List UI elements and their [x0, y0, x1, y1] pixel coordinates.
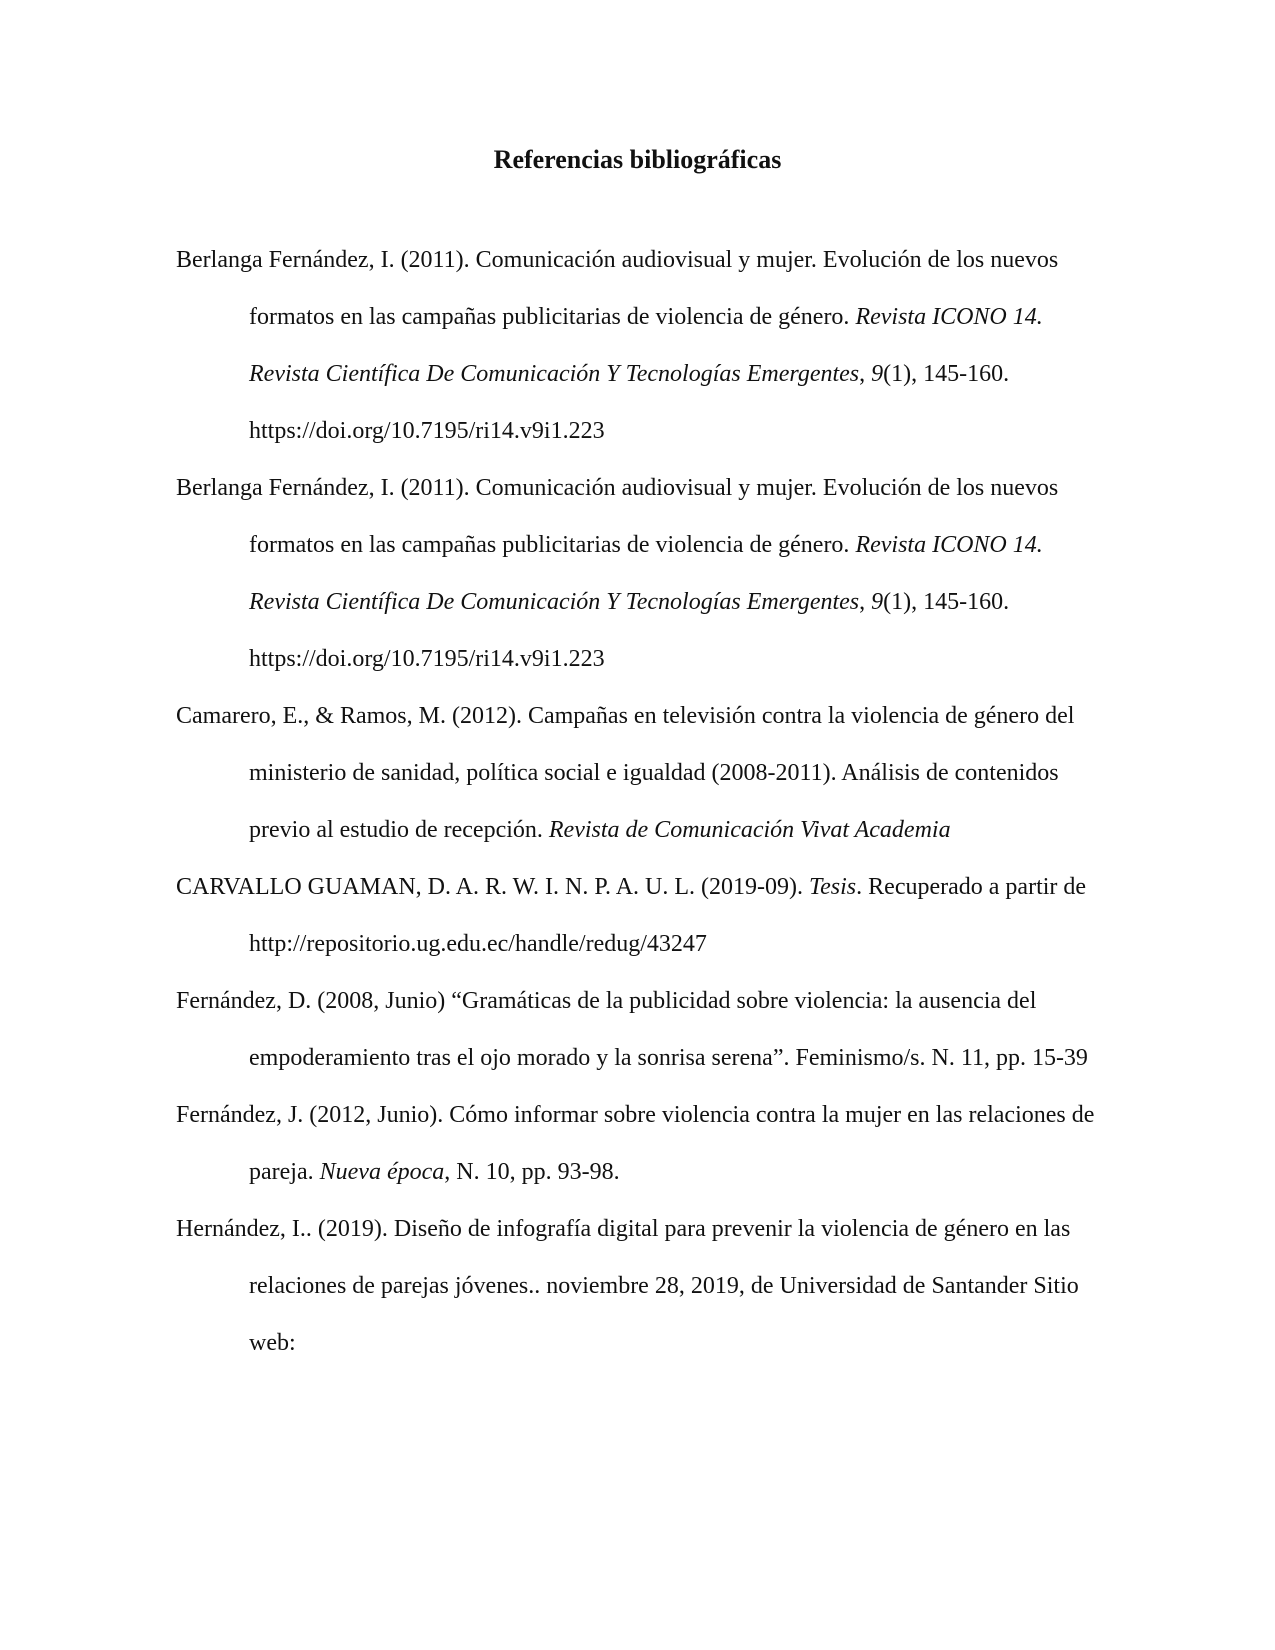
reference-item — [176, 460, 1100, 688]
page-title: Referencias bibliográficas — [493, 145, 782, 174]
reference-item — [176, 973, 1100, 1087]
reference-text: Berlanga Fernández, I. (2011). Comunicación audiovisual y mujer. Evolución de los nuevos formatos en las campañas publicitarias de violencia de género. — [176, 247, 1059, 330]
reference-text: (1), 145-160. https://doi.org/10.7195/ri14.v9i1.223 — [249, 589, 1010, 672]
reference-item — [176, 1201, 1100, 1372]
reference-text: , N. 10, pp. 93-98. — [444, 1159, 620, 1185]
reference-italic-title: Revista de Comunicación Vivat Academia — [548, 817, 951, 843]
reference-text: Fernández, D. (2008, Junio) “Gramáticas de la publicidad sobre violencia: la ausencia del empoderamiento tras el ojo morado y la sonrisa serena”. Feminismo/s. N. 11, pp. 15-39 — [176, 988, 1088, 1071]
reference-item — [176, 859, 1100, 973]
reference-item — [176, 232, 1100, 460]
reference-text: Berlanga Fernández, I. (2011). Comunicación audiovisual y mujer. Evolución de los nuevos formatos en las campañas publicitarias de violencia de género. — [176, 475, 1059, 558]
reference-text: Fernández, J. (2012, Junio). Cómo informar sobre violencia contra la mujer en las relaciones de pareja. — [176, 1102, 1095, 1185]
reference-italic-title: Revista ICONO 14. Revista Científica De Comunicación Y Tecnologías Emergentes — [249, 304, 1043, 387]
reference-text: (1), 145-160. https://doi.org/10.7195/ri14.v9i1.223 — [249, 361, 1010, 444]
reference-text: . Recuperado a partir de http://repositorio.ug.edu.ec/handle/redug/43247 — [249, 874, 1087, 957]
reference-text: Camarero, E., & Ramos, M. (2012). Campañas en televisión contra la violencia de género del ministerio de sanidad, política social e igualdad (2008-2011). Análisis de contenidos previo al estudio de recepción. — [176, 703, 1075, 843]
reference-italic-title: Nueva época — [319, 1159, 445, 1185]
reference-text: , — [859, 361, 872, 387]
reference-volume: 9 — [871, 361, 884, 387]
reference-italic-title: Revista ICONO 14. Revista Científica De Comunicación Y Tecnologías Emergentes — [249, 532, 1043, 615]
reference-item — [176, 1087, 1100, 1201]
reference-text: Hernández, I.. (2019). Diseño de infografía digital para prevenir la violencia de género en las relaciones de parejas jóvenes.. noviembre 28, 2019, de Universidad de Santander Sitio web: — [176, 1216, 1079, 1356]
reference-item — [176, 688, 1100, 859]
reference-text: CARVALLO GUAMAN, D. A. R. W. I. N. P. A. U. L. (2019-09). — [176, 874, 809, 900]
reference-italic-title: Tesis — [809, 874, 857, 900]
reference-volume: 9 — [871, 589, 884, 615]
reference-list — [176, 232, 1100, 1372]
reference-text: , — [859, 589, 872, 615]
